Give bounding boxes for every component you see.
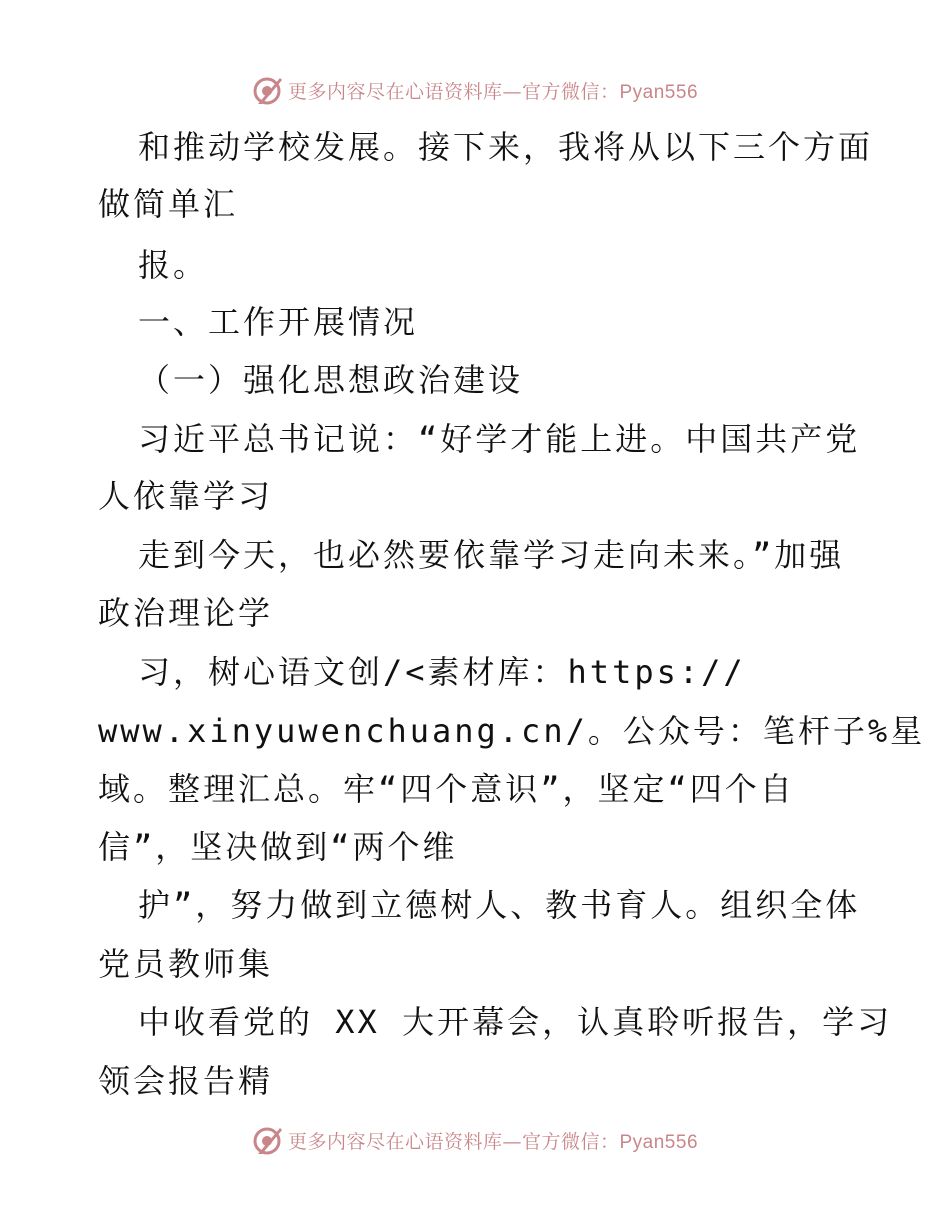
text-line: 和推动学校发展。接下来，我将从以下三个方面 (138, 128, 874, 166)
text-line: 中收看党的 XX 大开幕会，认真聆听报告，学习 (138, 1003, 893, 1041)
watermark-text (288, 1127, 698, 1154)
text-line: 报。 (138, 246, 209, 284)
header-watermark-banner (0, 70, 950, 110)
text-line: 做简单汇 (98, 185, 239, 223)
watermark-text-cn: 更多内容尽在心语资料库—官方微信： (287, 1130, 620, 1153)
text-line: www.xinyuwenchuang.cn/。公众号：笔杆子%星 (98, 712, 926, 750)
watermark-text (288, 77, 698, 104)
watermark-wechat-id: Pyan556 (619, 81, 699, 103)
text-line: 护”，努力做到立德树人、教书育人。组织全体 (138, 886, 861, 924)
watermark-wechat-id: Pyan556 (619, 1131, 699, 1153)
subsection-heading: （一）强化思想政治建设 (138, 361, 524, 399)
watermark-text-cn: 更多内容尽在心语资料库—官方微信： (287, 80, 620, 103)
text-line: 信”，坚决做到“两个维 (98, 828, 458, 866)
quill-seal-icon (252, 1124, 284, 1156)
text-line: 习，树心语文创/<素材库：https:// (138, 653, 746, 691)
text-line: 人依靠学习 (98, 477, 274, 515)
section-heading: 一、工作开展情况 (138, 303, 419, 341)
text-line: 走到今天，也必然要依靠学习走向未来。”加强 (138, 536, 845, 574)
footer-watermark-banner (0, 1120, 950, 1160)
text-line: 党员教师集 (98, 945, 274, 983)
text-line: 领会报告精 (98, 1062, 274, 1100)
text-line: 域。整理汇总。牢“四个意识”，坚定“四个自 (98, 770, 795, 808)
text-line: 习近平总书记说：“好学才能上进。中国共产党 (138, 420, 861, 458)
quill-seal-icon (252, 74, 284, 106)
text-line: 政治理论学 (98, 594, 274, 632)
